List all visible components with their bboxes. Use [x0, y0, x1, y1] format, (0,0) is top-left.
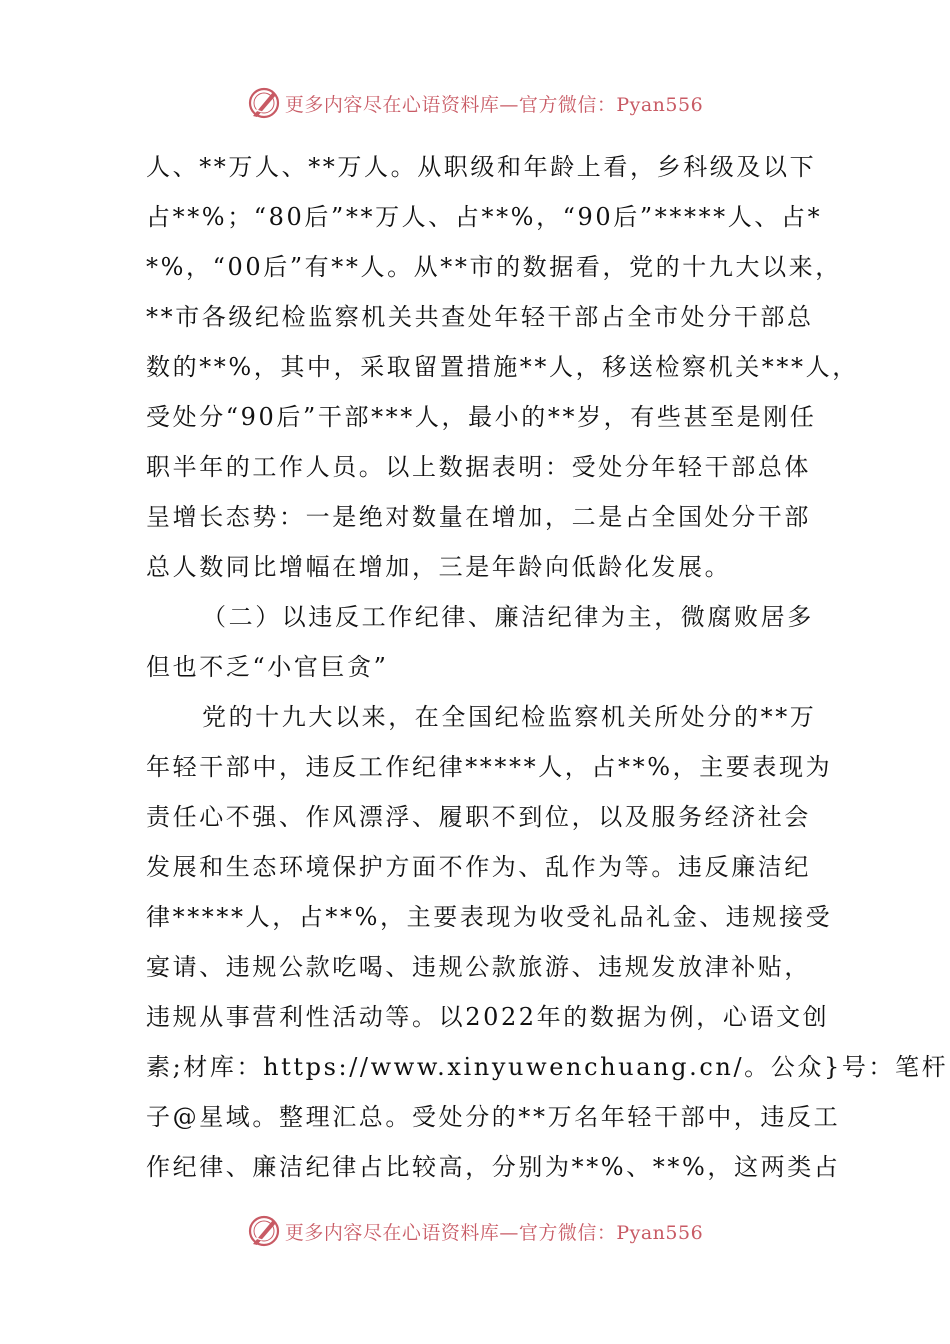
body-line: 年轻干部中，违反工作纪律*****人，占**%，主要表现为 — [146, 753, 833, 781]
document-body — [146, 142, 949, 1192]
paragraph-start: 党的十九大以来，在全国纪检监察机关所处分的**万 — [202, 703, 817, 731]
body-line: **市各级纪检监察机关共查处年轻干部占全市处分干部总 — [146, 303, 814, 331]
body-line: 总人数同比增幅在增加，三是年龄向低龄化发展。 — [146, 553, 732, 581]
header-watermark-text: 更多内容尽在心语资料库—官方微信：Pyan556 — [284, 93, 704, 116]
body-line: 发展和生态环境保护方面不作为、乱作为等。违反廉洁纪 — [146, 853, 811, 881]
header-watermark-banner — [0, 80, 950, 126]
quill-logo-icon — [247, 1214, 281, 1248]
footer-watermark-banner — [0, 1208, 950, 1254]
body-line: *%，“00后”有**人。从**市的数据看，党的十九大以来， — [146, 253, 842, 281]
body-line: 违规从事营利性活动等。以2022年的数据为例，心语文创 — [146, 1003, 830, 1031]
body-line: 子@星域。整理汇总。受处分的**万名年轻干部中，违反工 — [146, 1103, 841, 1131]
body-line: 数的**%，其中，采取留置措施**人，移送检察机关***人， — [146, 353, 859, 381]
footer-watermark-text: 更多内容尽在心语资料库—官方微信：Pyan556 — [284, 1221, 704, 1244]
section-heading: （二）以违反工作纪律、廉洁纪律为主，微腐败居多 — [202, 603, 814, 631]
section-heading-continued: 但也不乏“小官巨贪” — [146, 653, 389, 681]
body-line: 责任心不强、作风漂浮、履职不到位，以及服务经济社会 — [146, 803, 811, 831]
body-line: 呈增长态势：一是绝对数量在增加，二是占全国处分干部 — [146, 503, 811, 531]
body-line: 素;材库：https://www.xinyuwenchuang.cn/。公众}号：笔杆 — [146, 1053, 949, 1081]
quill-logo-icon — [247, 86, 281, 120]
body-line: 律*****人，占**%，主要表现为收受礼品礼金、违规接受 — [146, 903, 833, 931]
body-line: 职半年的工作人员。以上数据表明：受处分年轻干部总体 — [146, 453, 811, 481]
body-line: 作纪律、廉洁纪律占比较高，分别为**%、**%，这两类占 — [146, 1153, 841, 1181]
body-line: 人、**万人、**万人。从职级和年龄上看，乡科级及以下 — [146, 153, 817, 181]
body-line: 宴请、违规公款吃喝、违规公款旅游、违规发放津补贴， — [146, 953, 811, 981]
body-line: 占**%；“80后”**万人、占**%，“90后”*****人、占* — [146, 203, 823, 231]
body-line: 受处分“90后”干部***人，最小的**岁，有些甚至是刚任 — [146, 403, 817, 431]
